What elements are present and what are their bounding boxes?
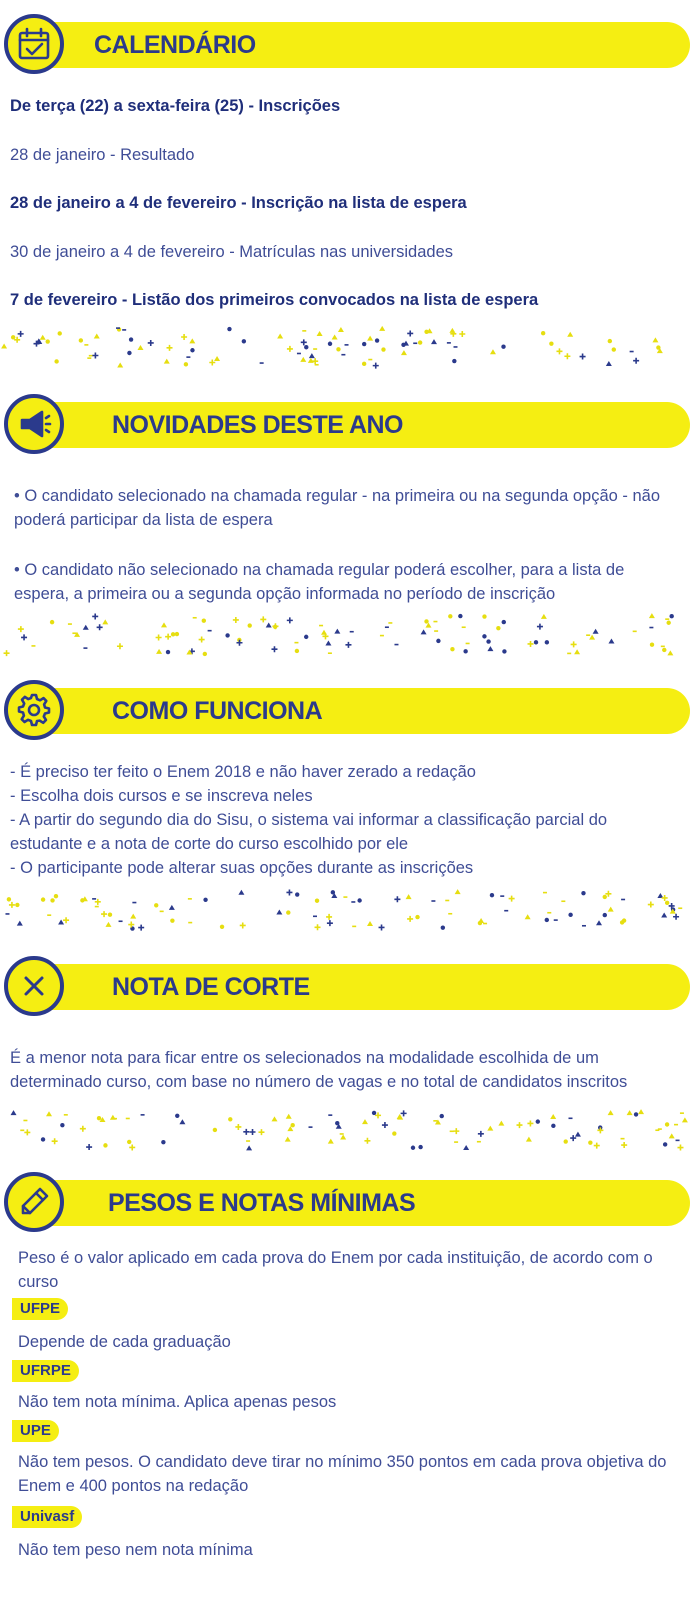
confetti-mark [315,899,319,903]
confetti-mark [424,619,428,623]
institution-text: Não tem peso nem nota mínima [18,1541,253,1559]
confetti-mark [304,345,308,349]
confetti-mark [603,913,607,917]
calendario-item: De terça (22) a sexta-feira (25) - Inscrições [10,97,341,115]
confetti-mark [669,1133,675,1138]
confetti-mark [580,354,586,360]
confetti-mark [463,649,467,653]
confetti-mark [418,1145,422,1149]
confetti-mark [606,361,612,366]
confetti-mark [233,617,239,623]
confetti-mark [509,896,515,902]
nota-corte-header [0,956,690,1020]
institution-badge: UFPE [12,1298,68,1320]
confetti-divider [0,1106,690,1156]
confetti-mark [648,902,654,908]
confetti-mark [58,331,62,335]
confetti-mark [171,632,175,636]
confetti-mark [46,339,50,343]
institution-badge: UPE [12,1420,59,1442]
confetti-mark [138,925,144,931]
confetti-mark [525,914,531,919]
confetti-mark [285,1137,291,1142]
confetti-mark [228,1117,232,1121]
confetti-mark [652,337,658,342]
confetti-mark [9,902,15,908]
confetti-mark [21,634,27,640]
confetti-mark [18,331,24,337]
confetti-mark [165,634,171,640]
novidades-item: • O candidato selecionado na chamada regular - na primeira ou na segunda opção - não poderá participar da lista de espera [14,487,661,529]
confetti-mark [634,1112,638,1116]
confetti-mark [603,895,607,899]
confetti-mark [202,618,206,622]
confetti-mark [238,890,244,895]
confetti-mark [235,1124,241,1130]
confetti-mark [317,331,323,336]
confetti-mark [401,350,407,355]
confetti-mark [373,363,379,369]
confetti-mark [199,637,205,643]
confetti-mark [453,1128,459,1134]
confetti-mark [63,917,69,923]
confetti-mark [551,1124,555,1128]
como-funciona-item: - O participante pode alterar suas opções durante as inscrições [10,859,474,877]
confetti-mark [86,1144,92,1150]
confetti-mark [41,1137,45,1141]
confetti-mark [379,924,385,930]
confetti-mark [129,1144,135,1150]
calendario-header [0,14,690,78]
confetti-mark [458,614,462,618]
institution-text: Não tem nota mínima. Aplica apenas pesos [18,1393,337,1411]
confetti-mark [345,642,351,648]
institution-text: Não tem pesos. O candidato deve tirar no mínimo 350 pontos em cada prova objetiva do Enem e 400 pontos na redação [18,1453,667,1495]
confetti-mark [482,634,486,638]
calendar-check-icon [4,14,64,74]
confetti-mark [240,922,246,928]
confetti-mark [401,343,405,347]
confetti-mark [379,326,385,331]
confetti-mark [290,1123,294,1127]
confetti-mark [213,1128,217,1132]
confetti-mark [666,621,670,625]
confetti-mark [175,632,179,636]
confetti-mark [534,640,538,644]
confetti-mark [431,339,437,344]
confetti-mark [209,359,215,365]
confetti-mark [367,336,373,341]
confetti-mark [441,925,445,929]
confetti-mark [94,334,100,339]
confetti-mark [406,894,412,899]
confetti-mark [52,1138,58,1144]
confetti-mark [166,650,170,654]
confetti-mark [362,342,366,346]
confetti-mark [482,614,486,618]
confetti-mark [436,639,440,643]
confetti-mark [673,914,679,920]
confetti-mark [662,648,666,652]
confetti-mark [127,1140,131,1144]
confetti-mark [164,359,170,364]
confetti-mark [79,338,83,342]
confetti-mark [271,1116,277,1121]
section-title: COMO FUNCIONA [112,697,323,725]
confetti-mark [527,1120,533,1126]
confetti-mark [478,1131,484,1137]
confetti-mark [608,1110,614,1115]
confetti-mark [117,643,123,649]
confetti-mark [498,1121,504,1126]
confetti-mark [54,894,58,898]
confetti-mark [148,340,154,346]
confetti-mark [170,918,174,922]
como-funciona-item: - É preciso ter feito o Enem 2018 e não haver zerado a redação [10,763,476,781]
confetti-mark [449,328,455,333]
confetti-mark [101,911,107,917]
confetti-mark [295,892,299,896]
confetti-mark [588,1140,592,1144]
confetti-mark [486,639,490,643]
confetti-mark [621,1142,627,1148]
confetti-mark [11,1110,17,1115]
confetti-mark [248,623,252,627]
confetti-mark [108,913,112,917]
section-title: NOTA DE CORTE [112,973,310,1001]
confetti-mark [362,362,366,366]
institution-text: Depende de cada graduação [18,1333,231,1351]
confetti-mark [526,1137,532,1142]
confetti-mark [661,912,667,917]
confetti-mark [334,629,340,634]
confetti-mark [381,347,385,351]
confetti-divider [0,322,690,372]
confetti-mark [528,641,534,647]
confetti-mark [448,614,452,618]
confetti-mark [184,362,188,366]
confetti-mark [394,896,400,902]
confetti-mark [401,1110,407,1116]
confetti-mark [137,345,143,350]
confetti-mark [156,634,162,640]
confetti-mark [287,346,293,352]
confetti-mark [295,649,299,653]
confetti-mark [127,351,131,355]
confetti-mark [338,327,344,332]
confetti-mark [608,339,612,343]
confetti-mark [103,1143,107,1147]
confetti-mark [266,622,272,627]
confetti-mark [272,623,278,629]
confetti-mark [415,915,419,919]
confetti-mark [190,348,194,352]
confetti-mark [487,1126,493,1131]
confetti-mark [593,629,599,634]
gear-icon [4,680,64,740]
confetti-mark [516,1122,522,1128]
confetti-mark [102,619,108,624]
confetti-mark [608,639,614,644]
confetti-mark [541,614,547,619]
confetti-mark [567,332,573,337]
confetti-mark [357,898,361,902]
confetti-mark [545,640,549,644]
confetti-mark [179,1119,185,1124]
confetti-mark [487,646,493,651]
confetti-mark [663,1142,667,1146]
confetti-mark [662,895,668,901]
confetti-mark [225,633,229,637]
confetti-mark [41,897,45,901]
megaphone-icon [4,394,64,454]
confetti-mark [397,1114,403,1119]
confetti-mark [203,898,207,902]
confetti-mark [161,1140,165,1144]
section-title: NOVIDADES DESTE ANO [112,411,404,439]
confetti-mark [4,650,10,656]
x-circle-icon [4,956,64,1016]
confetti-mark [649,613,655,618]
confetti-mark [496,626,500,630]
confetti-mark [677,1145,683,1151]
confetti-mark [424,330,428,334]
confetti-mark [440,1114,444,1118]
confetti-mark [450,647,454,651]
confetti-mark [175,1114,179,1118]
confetti-mark [537,624,543,630]
como-funciona-item: - A partir do segundo dia do Sisu, o sistema vai informar a classificação parcial do estudante e a nota de corte do curso escolhido por ele [10,811,608,853]
confetti-mark [455,889,461,894]
confetti-mark [95,899,101,905]
confetti-mark [568,913,572,917]
confetti-mark [608,907,614,912]
confetti-mark [372,1111,376,1115]
confetti-mark [312,358,318,364]
confetti-mark [581,891,585,895]
confetti-mark [161,622,167,627]
confetti-mark [83,625,89,630]
confetti-mark [242,339,246,343]
confetti-mark [309,353,315,358]
confetti-mark [502,620,506,624]
confetti-divider [0,886,690,936]
novidades-item: • O candidato não selecionado na chamada regular poderá escolher, para a lista de espera, a primeira ou a segunda opção informada no período de inscrição [14,561,625,603]
confetti-mark [421,629,427,634]
confetti-mark [246,1145,252,1150]
confetti-mark [315,924,321,930]
confetti-mark [326,914,332,920]
confetti-mark [11,335,15,339]
confetti-mark [97,1116,101,1120]
confetti-mark [181,334,187,340]
pesos-intro: Peso é o valor aplicado em cada prova do Enem por cada instituição, de acordo com o curso [18,1249,653,1291]
confetti-mark [596,920,602,925]
confetti-mark [501,344,505,348]
confetti-mark [80,898,84,902]
confetti-mark [203,652,207,656]
confetti-mark [250,1129,256,1135]
confetti-mark [156,649,162,654]
calendario-item: 7 de fevereiro - Listão dos primeiros convocados na lista de espera [10,291,539,309]
confetti-mark [375,338,379,342]
novidades-header [0,394,690,458]
confetti-mark [308,358,314,363]
confetti-mark [300,357,306,362]
confetti-mark [564,1139,568,1143]
confetti-mark [594,1143,600,1149]
confetti-mark [332,335,338,340]
nota-corte-text: É a menor nota para ficar entre os selecionados na modalidade escolhida de um determinado curso, com base no número de vagas e no total de candidatos inscritos [10,1049,628,1091]
confetti-mark [15,903,19,907]
confetti-mark [17,921,23,926]
confetti-mark [638,1109,644,1114]
confetti-mark [382,1122,388,1128]
confetti-divider [0,610,690,660]
confetti-mark [169,905,175,910]
confetti-mark [452,359,456,363]
section-title: CALENDÁRIO [94,31,256,59]
como-funciona-header [0,680,690,744]
confetti-mark [571,641,577,647]
confetti-mark [367,921,373,926]
confetti-mark [243,1129,249,1135]
confetti-mark [459,331,465,337]
confetti-mark [328,342,332,346]
confetti-mark [549,341,553,345]
confetti-mark [650,643,654,647]
confetti-mark [277,333,283,338]
confetti-mark [167,345,173,351]
confetti-mark [325,641,331,646]
confetti-mark [667,650,673,655]
confetti-mark [117,362,123,367]
confetti-mark [556,348,562,354]
confetti-mark [411,1146,415,1150]
calendario-item: 28 de janeiro a 4 de fevereiro - Inscrição na lista de espera [10,194,467,212]
confetti-mark [1,344,7,349]
confetti-mark [633,358,639,364]
confetti-mark [570,1135,576,1141]
calendario-item: 28 de janeiro - Resultado [10,146,195,164]
confetti-mark [60,1123,64,1127]
confetti-mark [564,353,570,359]
confetti-mark [7,897,11,901]
confetti-mark [24,1129,30,1135]
confetti-mark [407,330,413,336]
confetti-mark [227,327,231,331]
confetti-mark [287,617,293,623]
confetti-mark [154,903,158,907]
confetti-mark [362,1119,368,1124]
confetti-mark [665,901,669,905]
confetti-mark [97,624,103,630]
confetti-mark [260,616,266,622]
confetti-mark [189,338,195,343]
confetti-mark [575,1132,581,1137]
pesos-header [0,1172,690,1236]
confetti-mark [92,613,98,619]
confetti-mark [18,626,24,632]
confetti-mark [665,1122,669,1126]
confetti-mark [622,918,626,922]
confetti-mark [46,1111,52,1116]
confetti-mark [669,614,673,618]
confetti-mark [105,922,111,927]
confetti-mark [490,893,494,897]
confetti-mark [392,1131,396,1135]
confetti-mark [490,349,496,354]
confetti-mark [327,920,333,926]
confetti-mark [130,914,136,919]
confetti-mark [50,620,54,624]
institution-badge: Univasf [12,1506,82,1528]
calendario-item: 30 de janeiro a 4 de fevereiro - Matrículas nas universidades [10,243,453,261]
confetti-mark [286,1114,292,1119]
confetti-mark [214,356,220,361]
pencil-icon [4,1172,64,1232]
confetti-mark [92,353,98,359]
como-funciona-item: - Escolha dois cursos e se inscreva neles [10,787,313,805]
confetti-mark [545,918,549,922]
confetti-mark [50,898,54,902]
confetti-mark [80,1126,86,1132]
confetti-mark [574,649,580,654]
confetti-mark [340,1135,346,1140]
confetti-mark [463,1145,469,1150]
confetti-mark [328,1139,334,1144]
confetti-mark [502,649,506,653]
confetti-mark [541,331,545,335]
confetti-mark [286,889,292,895]
confetti-mark [276,909,282,914]
section-title: PESOS E NOTAS MÍNIMAS [108,1189,416,1217]
confetti-mark [364,1138,370,1144]
confetti-mark [478,921,482,925]
confetti-mark [612,347,616,351]
confetti-mark [301,339,307,345]
confetti-mark [627,1110,633,1115]
confetti-mark [129,337,133,341]
confetti-mark [336,347,340,351]
confetti-mark [271,646,277,652]
confetti-mark [40,335,46,340]
confetti-mark [550,1114,556,1119]
confetti-mark [407,916,413,922]
confetti-mark [220,925,224,929]
confetti-mark [304,635,308,639]
confetti-mark [286,910,290,914]
confetti-mark [54,359,58,363]
confetti-mark [258,1129,264,1135]
institution-badge: UFRPE [12,1360,79,1382]
confetti-mark [682,1117,688,1122]
confetti-mark [536,1119,540,1123]
confetti-mark [418,340,422,344]
